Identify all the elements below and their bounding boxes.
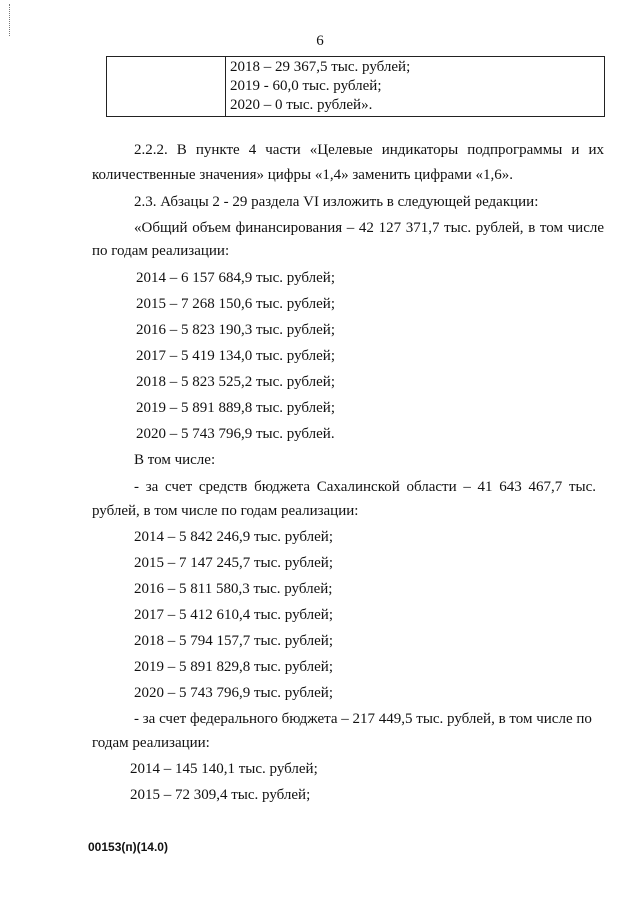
- total-year-2019: 2019 – 5 891 889,8 тыс. рублей;: [136, 400, 335, 416]
- document-code: 00153(п)(14.0): [88, 840, 168, 854]
- total-year-2015: 2015 – 7 268 150,6 тыс. рублей;: [136, 296, 335, 312]
- total-year-2018: 2018 – 5 823 525,2 тыс. рублей;: [136, 374, 335, 390]
- including-label: В том числе:: [134, 452, 216, 468]
- regional-year-2016: 2016 – 5 811 580,3 тыс. рублей;: [134, 581, 333, 597]
- federal-year-2015: 2015 – 72 309,4 тыс. рублей;: [130, 787, 311, 803]
- regional-year-2020: 2020 – 5 743 796,9 тыс. рублей;: [134, 685, 333, 701]
- paragraph-2-3: 2.3. Абзацы 2 - 29 раздела VI изложить в следующей редакции:: [134, 194, 539, 210]
- table-line: 2018 – 29 367,5 тыс. рублей;: [230, 59, 411, 75]
- total-year-2020: 2020 – 5 743 796,9 тыс. рублей.: [136, 426, 335, 442]
- table-empty-cell: [107, 57, 226, 117]
- regional-year-2018: 2018 – 5 794 157,7 тыс. рублей;: [134, 633, 333, 649]
- table-text-cell: [226, 57, 605, 117]
- regional-year-2017: 2017 – 5 412 610,4 тыс. рублей;: [134, 607, 333, 623]
- total-funding-line1: «Общий объем финансирования – 42 127 371,7 тыс. рублей, в том числе: [134, 220, 604, 236]
- regional-year-2019: 2019 – 5 891 829,8 тыс. рублей;: [134, 659, 333, 675]
- total-year-2014: 2014 – 6 157 684,9 тыс. рублей;: [136, 270, 335, 286]
- regional-year-2014: 2014 – 5 842 246,9 тыс. рублей;: [134, 529, 333, 545]
- table-line: 2020 – 0 тыс. рублей».: [230, 97, 373, 113]
- total-year-2016: 2016 – 5 823 190,3 тыс. рублей;: [136, 322, 335, 338]
- table-line: 2019 - 60,0 тыс. рублей;: [230, 78, 382, 94]
- regional-budget-line1: - за счет средств бюджета Сахалинской области – 41 643 467,7 тыс.: [134, 479, 596, 495]
- paragraph-2-2-2-line1: 2.2.2. В пункте 4 части «Целевые индикаторы подпрограммы и их: [134, 142, 604, 158]
- total-funding-line2: по годам реализации:: [92, 243, 230, 259]
- paragraph-2-2-2-line2: количественные значения» цифры «1,4» заменить цифрами «1,6».: [92, 167, 513, 183]
- page-number: 6: [316, 33, 324, 49]
- federal-budget-line1: - за счет федерального бюджета – 217 449,5 тыс. рублей, в том числе по: [134, 711, 592, 727]
- federal-year-2014: 2014 – 145 140,1 тыс. рублей;: [130, 761, 318, 777]
- margin-mark: [9, 4, 11, 36]
- total-year-2017: 2017 – 5 419 134,0 тыс. рублей;: [136, 348, 335, 364]
- regional-year-2015: 2015 – 7 147 245,7 тыс. рублей;: [134, 555, 333, 571]
- regional-budget-line2: рублей, в том числе по годам реализации:: [92, 503, 359, 519]
- federal-budget-line2: годам реализации:: [92, 735, 210, 751]
- funding-table-fragment: [106, 56, 605, 117]
